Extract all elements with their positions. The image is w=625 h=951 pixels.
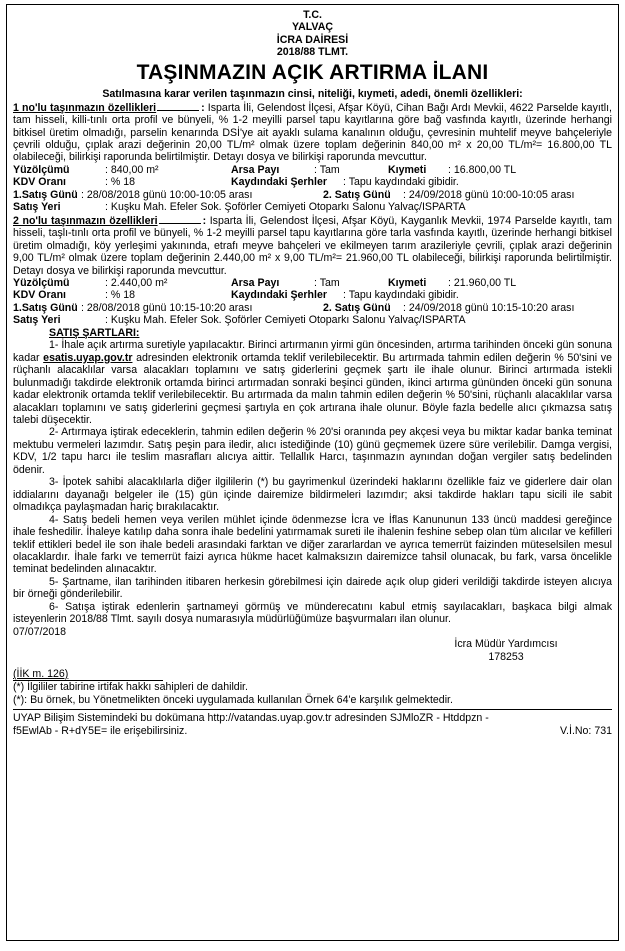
signature-block xyxy=(13,638,612,663)
property2-desc-rest: Parselde kayıtlı, tam hisseli, taşlı-tınlı orta profil ve bünyeli, % 1-2 meyilli parsel tapu kayıtlarına göre tarla vasfında kayıtlı, üzerinde herhangi bitkisel üretim olmadığı, köy yerleşimi yakınında, etrafı meyve bahçeleri ve ekilmeyen tarım arazileriyle çevrili, çıplak arazi değerinin 9,00 TL/m² olmak üzere toplam değerinin 2.440,00 m² x 9,00 TL/m²= 21.960,00 TL olabileceği, bilirkişi raporunda belirtilmiştir. Detayı dosya ve bilirkişi raporunda mevcuttur. xyxy=(13,214,612,277)
property1-desc-rest: 4622 Parselde kayıtlı, tam hisseli, killi-tınlı orta profil ve bünyeli, % 1-2 meyilli parsel tapu kayıtlarına göre bağ vasfında kayıtlı, üzerinde herhangi bitkisel üretim olmadığı, parselin kenarında DSİ'ye ait ayaklı sulama kanalının olduğu, çevresinin muhtelif meyve bahçeleriyle çevrili olduğu, çıplak arazi değerinin 20,00 TL/m² olmak üzere toplam değerinin 840,00 m² x 20,00 TL/m²= 16.800,00 TL olabileceği, bilirkişi raporunda belirtilmiştir. Detayı dosya ve bilirkişi raporunda mevcuttur. xyxy=(13,101,612,164)
kdv-value: : % 18 xyxy=(105,176,136,189)
note-2: (*): Bu örnek, bu Yönetmelikten önceki uygulamada kullanılan Örnek 64'e karşılık gelmektedir. xyxy=(13,693,453,706)
property2-desc-first: Isparta İli, Gelendost İlçesi, Afşar Köyü, Kayganlık Mevkii, 1974 xyxy=(209,214,512,227)
signature-number: 178253 xyxy=(488,650,524,663)
share-label: Arsa Payı xyxy=(231,276,280,289)
property1-description: 1 no'lu taşınmazın özellikleri : Isparta İli, Gelendost İlçesi, Afşar Köyü, Cihan Bağı Ardı Mevkii, 4622 Parselde kayıtlı, tam hisseli, killi-tınlı orta profil ve bünyeli, % 1-2 meyilli parsel tapu kayıtlarına göre bağ vasfında kayıtlı, üzerinde herhangi bitkisel üretim olmadığı, parselin kenarında DSİ'ye ait ayaklı sulama kanalının olduğu, çevresinin muhtelif meyve bahçeleriyle çevrili olduğu, çıplak arazi değerinin 20,00 TL/m² olmak üzere toplam değerinin 840,00 m² x 20,00 TL/m²= 16.800,00 TL olabileceği, bilirkişi raporunda belirtilmiştir. Detayı dosya ve bilirkişi raporunda mevcuttur. xyxy=(13,101,612,164)
kdv-label: KDV Oranı xyxy=(13,289,66,302)
share-value: : Tam xyxy=(314,276,340,289)
condition-5: 5- Şartname, ilan tarihinden itibaren herkesin görebilmesi için dairede açık olup gideri verildiği takdirde isteyen alıcıya bir örneği gönderilebilir. xyxy=(13,575,612,601)
sale1-label: 1.Satış Günü xyxy=(13,301,78,314)
sale1-label: 1.Satış Günü xyxy=(13,188,78,201)
property2-row-kdv xyxy=(13,289,612,301)
footer-line-1: UYAP Bilişim Sistemindeki bu dokümana http://vatandas.uyap.gov.tr adresinden SJMloZR - Htddpzn - xyxy=(13,712,489,725)
vi-number: V.İ.No: 731 xyxy=(559,724,612,737)
condition-4: 4- Satış bedeli hemen veya verilen mühlet içinde ödenmezse İcra ve İflas Kanununun 133 üncü maddesi gereğince ihale feshedilir. İhaleye katılıp daha sonra ihale bedelini yatırmamak sureti ile ihalenin feshine sebep olan tüm alıcılar ve kefilleri teklif ettikleri bedel ile son ihale bedeli arasındaki farktan ve diğer zararlardan ve ayrıca temerrüt faizinden müteselsilen mesul olacaklardır. İhale farkı ve temerrüt faizi ayrıca hükme hacet kalmaksızın dairemizce tahsil olunacak, bu fark, varsa öncelikle teminat bedelinden alınacaktır. xyxy=(13,513,612,576)
kdv-value: : % 18 xyxy=(105,289,136,302)
value-value: : 21.960,00 TL xyxy=(448,276,517,289)
announcement-date: 07/07/2018 xyxy=(13,625,67,638)
share-label: Arsa Payı xyxy=(231,163,280,176)
place-label: Satış Yeri xyxy=(13,314,61,327)
iik-reference: (İİK m. 126) xyxy=(13,668,69,681)
reg-label: Kaydındaki Şerhler xyxy=(231,176,327,189)
property2-description: 2 no'lu taşınmazın özellikleri : Isparta İli, Gelendost İlçesi, Afşar Köyü, Kayganlık Mevkii, 1974 Parselde kayıtlı, tam hisseli, taşlı-tınlı orta profil ve bünyeli, % 1-2 meyilli parsel tapu kayıtlarına göre tarla vasfında kayıtlı, üzerinde herhangi bitkisel üretim olmadığı, köy yerleşimi yakınında, etrafı meyve bahçeleri ve ekilmeyen tarım arazileriyle çevrili, çıplak arazi değerinin 9,00 TL/m² olmak üzere toplam değerinin 2.440,00 m² x 9,00 TL/m²= 21.960,00 TL olabileceği, bilirkişi raporunda belirtilmiştir. Detayı dosya ve bilirkişi raporunda mevcuttur. xyxy=(13,214,612,277)
condition-1-text-b: adresinden elektronik ortamda teklif verilebilecektir. Bu artırmada tahmin edilen değerin % 50'sini ve rüçhanlı alacaklılar varsa alacakları toplamını ve satış giderlerini geçmek şartı ile ihale olunur. Birinci artırmada istekli bulunmadığı takdirde elektronik ortamda birinci artırmadan sonraki beşinci günden, ikinci artırma gününden önceki gün sonuna kadar elektronik ortamda teklif verilebilecektir. Bu artırmada da malın tahmin edilen değerin % 50'sini, rüçhanlı alacaklılar varsa alacakları toplamını ve satış giderlerini geçmesi şartıyla en çok artırana ihale olunur. Böyle fazla bedelle alıcı çıkmazsa satış talebi düşecektir. xyxy=(13,351,612,426)
blank-line xyxy=(159,214,201,224)
condition-1-text-a: 1- İhale açık artırma suretiyle yapılacaktır. Birinci artırmanın yirmi gün öncesinden, artırma tarihinden önceki gün sonuna kadar xyxy=(13,339,612,364)
condition-3: 3- İpotek sahibi alacaklılarla diğer ilgililerin (*) bu gayrimenkul üzerindeki haklarını özellikle faiz ve giderlere dair olan iddialarını dayanağı belgeler ile (15) gün içinde dairemize bildirmeleri lazımdır; aksi takdirde hakları tapu sicili ile sabit olmadıkça paylaşmadan hariç bırakılacaktır. xyxy=(13,476,612,514)
reg-label: Kaydındaki Şerhler xyxy=(231,289,327,302)
reg-value: : Tapu kaydındaki gibidir. xyxy=(343,176,459,189)
conditions-heading: SATIŞ ŞARTLARI: xyxy=(49,326,140,339)
header-district: YALVAÇ xyxy=(291,21,333,34)
area-label: Yüzölçümü xyxy=(13,163,70,176)
property1-desc-first: Isparta İli, Gelendost İlçesi, Afşar Köyü, Cihan Bağı Ardı Mevkii, xyxy=(207,101,507,114)
kdv-label: KDV Oranı xyxy=(13,176,66,189)
reg-value: : Tapu kaydındaki gibidir. xyxy=(343,289,459,302)
footer-line-2: f5EwlAb - R+dY5E= ile erişebilirsiniz. xyxy=(13,724,188,737)
sale2-value: : 24/09/2018 günü 10:00-10:05 arası xyxy=(403,188,575,201)
value-value: : 16.800,00 TL xyxy=(448,163,517,176)
sale2-value: : 24/09/2018 günü 10:15-10:20 arası xyxy=(403,301,575,314)
blank-line xyxy=(157,101,199,111)
property1-row-place xyxy=(13,201,612,213)
area-value: : 840,00 m² xyxy=(105,163,159,176)
iik-note xyxy=(13,668,612,680)
header-file-no: 2018/88 TLMT. xyxy=(276,45,349,58)
signature-title: İcra Müdür Yardımcısı xyxy=(454,638,558,651)
page-title: TAŞINMAZIN AÇIK ARTIRMA İLANI xyxy=(136,61,489,85)
condition-1 xyxy=(13,339,612,426)
place-label: Satış Yeri xyxy=(13,201,61,214)
sale2-label: 2. Satış Günü xyxy=(323,301,391,314)
footer xyxy=(13,709,612,737)
announcement-page xyxy=(6,4,619,941)
property1-row-area xyxy=(13,164,612,176)
property2-row-area xyxy=(13,277,612,289)
sale1-value: : 28/08/2018 günü 10:00-10:05 arası xyxy=(81,188,253,201)
place-value: : Kuşku Mah. Efeler Sok. Şoförler Cemiyeti Otoparkı Salonu Yalvaç/ISPARTA xyxy=(105,314,466,327)
property2-row-sale xyxy=(13,302,612,314)
subheading: Satılmasına karar verilen taşınmazın cinsi, niteliği, kıymeti, adedi, önemli özellikleri: xyxy=(102,88,523,101)
value-label: Kıymeti xyxy=(388,276,427,289)
sale2-label: 2. Satış Günü xyxy=(323,188,391,201)
header-office: İCRA DAİRESİ xyxy=(276,33,349,46)
property1-label: 1 no'lu taşınmazın özellikleri xyxy=(13,101,157,114)
share-value: : Tam xyxy=(314,163,340,176)
sale1-value: : 28/08/2018 günü 10:15-10:20 arası xyxy=(81,301,253,314)
condition-6: 6- Satışa iştirak edenlerin şartnameyi görmüş ve münderecatını kabul etmiş sayılacakları, başkaca bilgi almak isteyenlerin 2018/88 Tlmt. sayılı dosya numarasıyla müdürlüğümüze başvurmaları ilan olunur. xyxy=(13,600,612,626)
property1-row-kdv xyxy=(13,176,612,188)
conditions-heading-row xyxy=(13,327,612,339)
esatis-link[interactable]: esatis.uyap.gov.tr xyxy=(43,351,133,364)
header-tc: T.C. xyxy=(303,9,322,21)
note-1: (*) İlgililer tabirine irtifak hakkı sahipleri de dahildir. xyxy=(13,681,248,694)
condition-2: 2- Artırmaya iştirak edeceklerin, tahmin edilen değerin % 20'si oranında pey akçesi veya bu miktar kadar banka teminat mektubu vermeleri lazımdır. Satış peşin para iledir, alıcı istediğinde (10) günü geçmemek üzere süre verilebilir. Damga vergisi, KDV, 1/2 tapu harcı ile teslim masrafları alıcıya aittir. Tellallık Harcı, taşınmazın aynından doğan vergiler satış bedelinden ödenir. xyxy=(13,426,612,476)
area-value: : 2.440,00 m² xyxy=(105,276,168,289)
property2-label: 2 no'lu taşınmazın özellikleri xyxy=(13,214,158,227)
value-label: Kıymeti xyxy=(388,163,427,176)
property1-row-sale xyxy=(13,189,612,201)
area-label: Yüzölçümü xyxy=(13,276,70,289)
property2-row-place xyxy=(13,314,612,326)
place-value: : Kuşku Mah. Efeler Sok. Şoförler Cemiyeti Otoparkı Salonu Yalvaç/ISPARTA xyxy=(105,201,466,214)
